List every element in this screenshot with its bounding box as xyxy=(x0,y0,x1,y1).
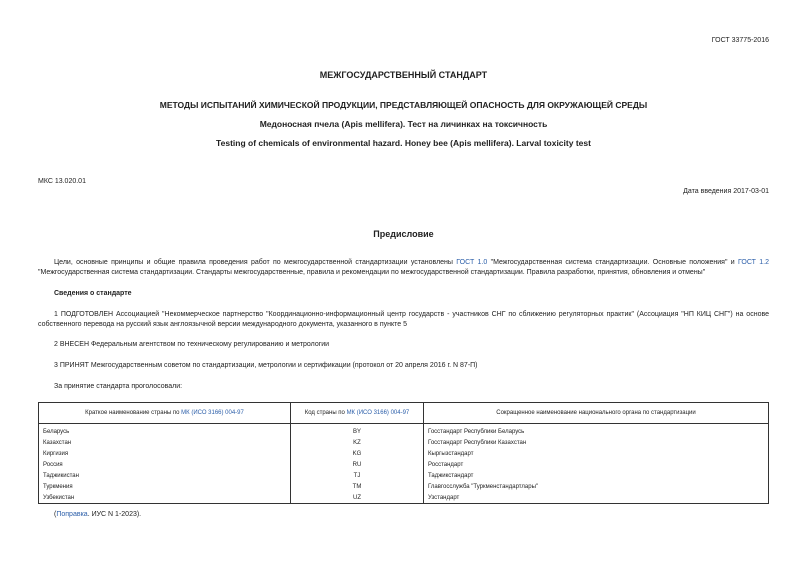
country-cell: Узбекистан xyxy=(39,492,291,504)
table-header-row xyxy=(39,403,769,424)
column-header-code xyxy=(291,403,424,424)
code-cell: TJ xyxy=(291,470,424,481)
voted-label: За принятие стандарта проголосовали: xyxy=(54,383,183,390)
code-cell: KZ xyxy=(291,437,424,448)
code-cell: TM xyxy=(291,481,424,492)
effective-date: Дата введения 2017-03-01 xyxy=(683,188,769,195)
interstate-standard-heading: МЕЖГОСУДАРСТВЕННЫЙ СТАНДАРТ xyxy=(319,70,488,80)
table-row xyxy=(39,424,769,438)
foreword-text-a: Цели, основные принципы и общие правила проведения работ по межгосударственной стандартизации установлены xyxy=(54,259,457,266)
column-header-country-text: Краткое наименование страны по xyxy=(85,410,182,416)
country-cell: Киргизия xyxy=(39,448,291,459)
gost-1-2-link[interactable]: ГОСТ 1.2 xyxy=(738,259,769,266)
amendment-note xyxy=(54,511,141,518)
table-row xyxy=(39,448,769,459)
body-cell: Таджикстандарт xyxy=(424,470,769,481)
foreword-paragraph xyxy=(38,258,769,278)
table-row xyxy=(39,437,769,448)
gost-1-0-link[interactable]: ГОСТ 1.0 xyxy=(456,259,488,266)
body-cell: Узстандарт xyxy=(424,492,769,504)
code-cell: UZ xyxy=(291,492,424,504)
country-cell: Таджикистан xyxy=(39,470,291,481)
country-cell: Россия xyxy=(39,459,291,470)
column-header-country xyxy=(39,403,291,424)
document-subtitle-ru: Медоносная пчела (Apis mellifera). Тест на личинках на токсичность xyxy=(259,119,548,129)
mk-iso-link[interactable]: МК (ИСО 3166) 004-97 xyxy=(346,410,410,416)
mk-iso-link[interactable]: МК (ИСО 3166) 004-97 xyxy=(181,410,244,416)
country-cell: Беларусь xyxy=(39,424,291,438)
amendment-link[interactable]: Поправка xyxy=(56,511,88,518)
body-cell: Росстандарт xyxy=(424,459,769,470)
body-cell: Главгосслужба "Туркменстандартлары" xyxy=(424,481,769,492)
document-id: ГОСТ 33775-2016 xyxy=(711,37,769,44)
document-subtitle-en: Testing of chemicals of environmental hazard. Honey bee (Apis mellifera). Larval toxicity test xyxy=(216,138,591,148)
prepared-by-item: 1 ПОДГОТОВЛЕН Ассоциацией "Некоммерческое партнерство "Координационно-информационный центр государств - участников СНГ по сближению регуляторных практик" (Ассоциация "НП КИЦ СНГ") на основе собственного перевода на русский язык англоязычной версии международного документа, указанного в пункте 5 xyxy=(38,311,769,328)
code-cell: BY xyxy=(291,424,424,438)
code-cell: KG xyxy=(291,448,424,459)
column-header-code-text: Код страны по xyxy=(304,410,347,416)
table-row xyxy=(39,481,769,492)
amendment-open-paren: ( xyxy=(54,511,57,518)
country-cell: Казахстан xyxy=(39,437,291,448)
mks-code: МКС 13.020.01 xyxy=(38,178,86,185)
table-row xyxy=(39,492,769,504)
voting-states-table xyxy=(38,402,769,504)
foreword-heading: Предисловие xyxy=(373,229,434,239)
standard-info-heading: Сведения о стандарте xyxy=(54,290,132,297)
body-cell: Госстандарт Республики Беларусь xyxy=(424,424,769,438)
table-row xyxy=(39,470,769,481)
table-row xyxy=(39,459,769,470)
introduced-by-item: 2 ВНЕСЕН Федеральным агентством по техническому регулированию и метрологии xyxy=(54,341,330,348)
adopted-by-item: 3 ПРИНЯТ Межгосударственным советом по стандартизации, метрологии и сертификации (протокол от 20 апреля 2016 г. N 87-П) xyxy=(54,362,478,369)
document-title: МЕТОДЫ ИСПЫТАНИЙ ХИМИЧЕСКОЙ ПРОДУКЦИИ, ПРЕДСТАВЛЯЮЩЕЙ ОПАСНОСТЬ ДЛЯ ОКРУЖАЮЩЕЙ СРЕДЫ xyxy=(159,100,648,110)
country-cell: Туркмения xyxy=(39,481,291,492)
amendment-text: . ИУС N 1-2023). xyxy=(87,511,142,518)
body-cell: Кыргызстандарт xyxy=(424,448,769,459)
body-cell: Госстандарт Республики Казахстан xyxy=(424,437,769,448)
code-cell: RU xyxy=(291,459,424,470)
foreword-text-c: "Межгосударственная система стандартизации. Стандарты межгосударственные, правила и рекомендации по межгосударственной стандартизации. Правила разработки, принятия, обновления и отмены" xyxy=(38,269,706,276)
foreword-text-b: "Межгосударственная система стандартизации. Основные положения" и xyxy=(487,259,738,266)
column-header-body: Сокращенное наименование национального органа по стандартизации xyxy=(424,403,769,424)
